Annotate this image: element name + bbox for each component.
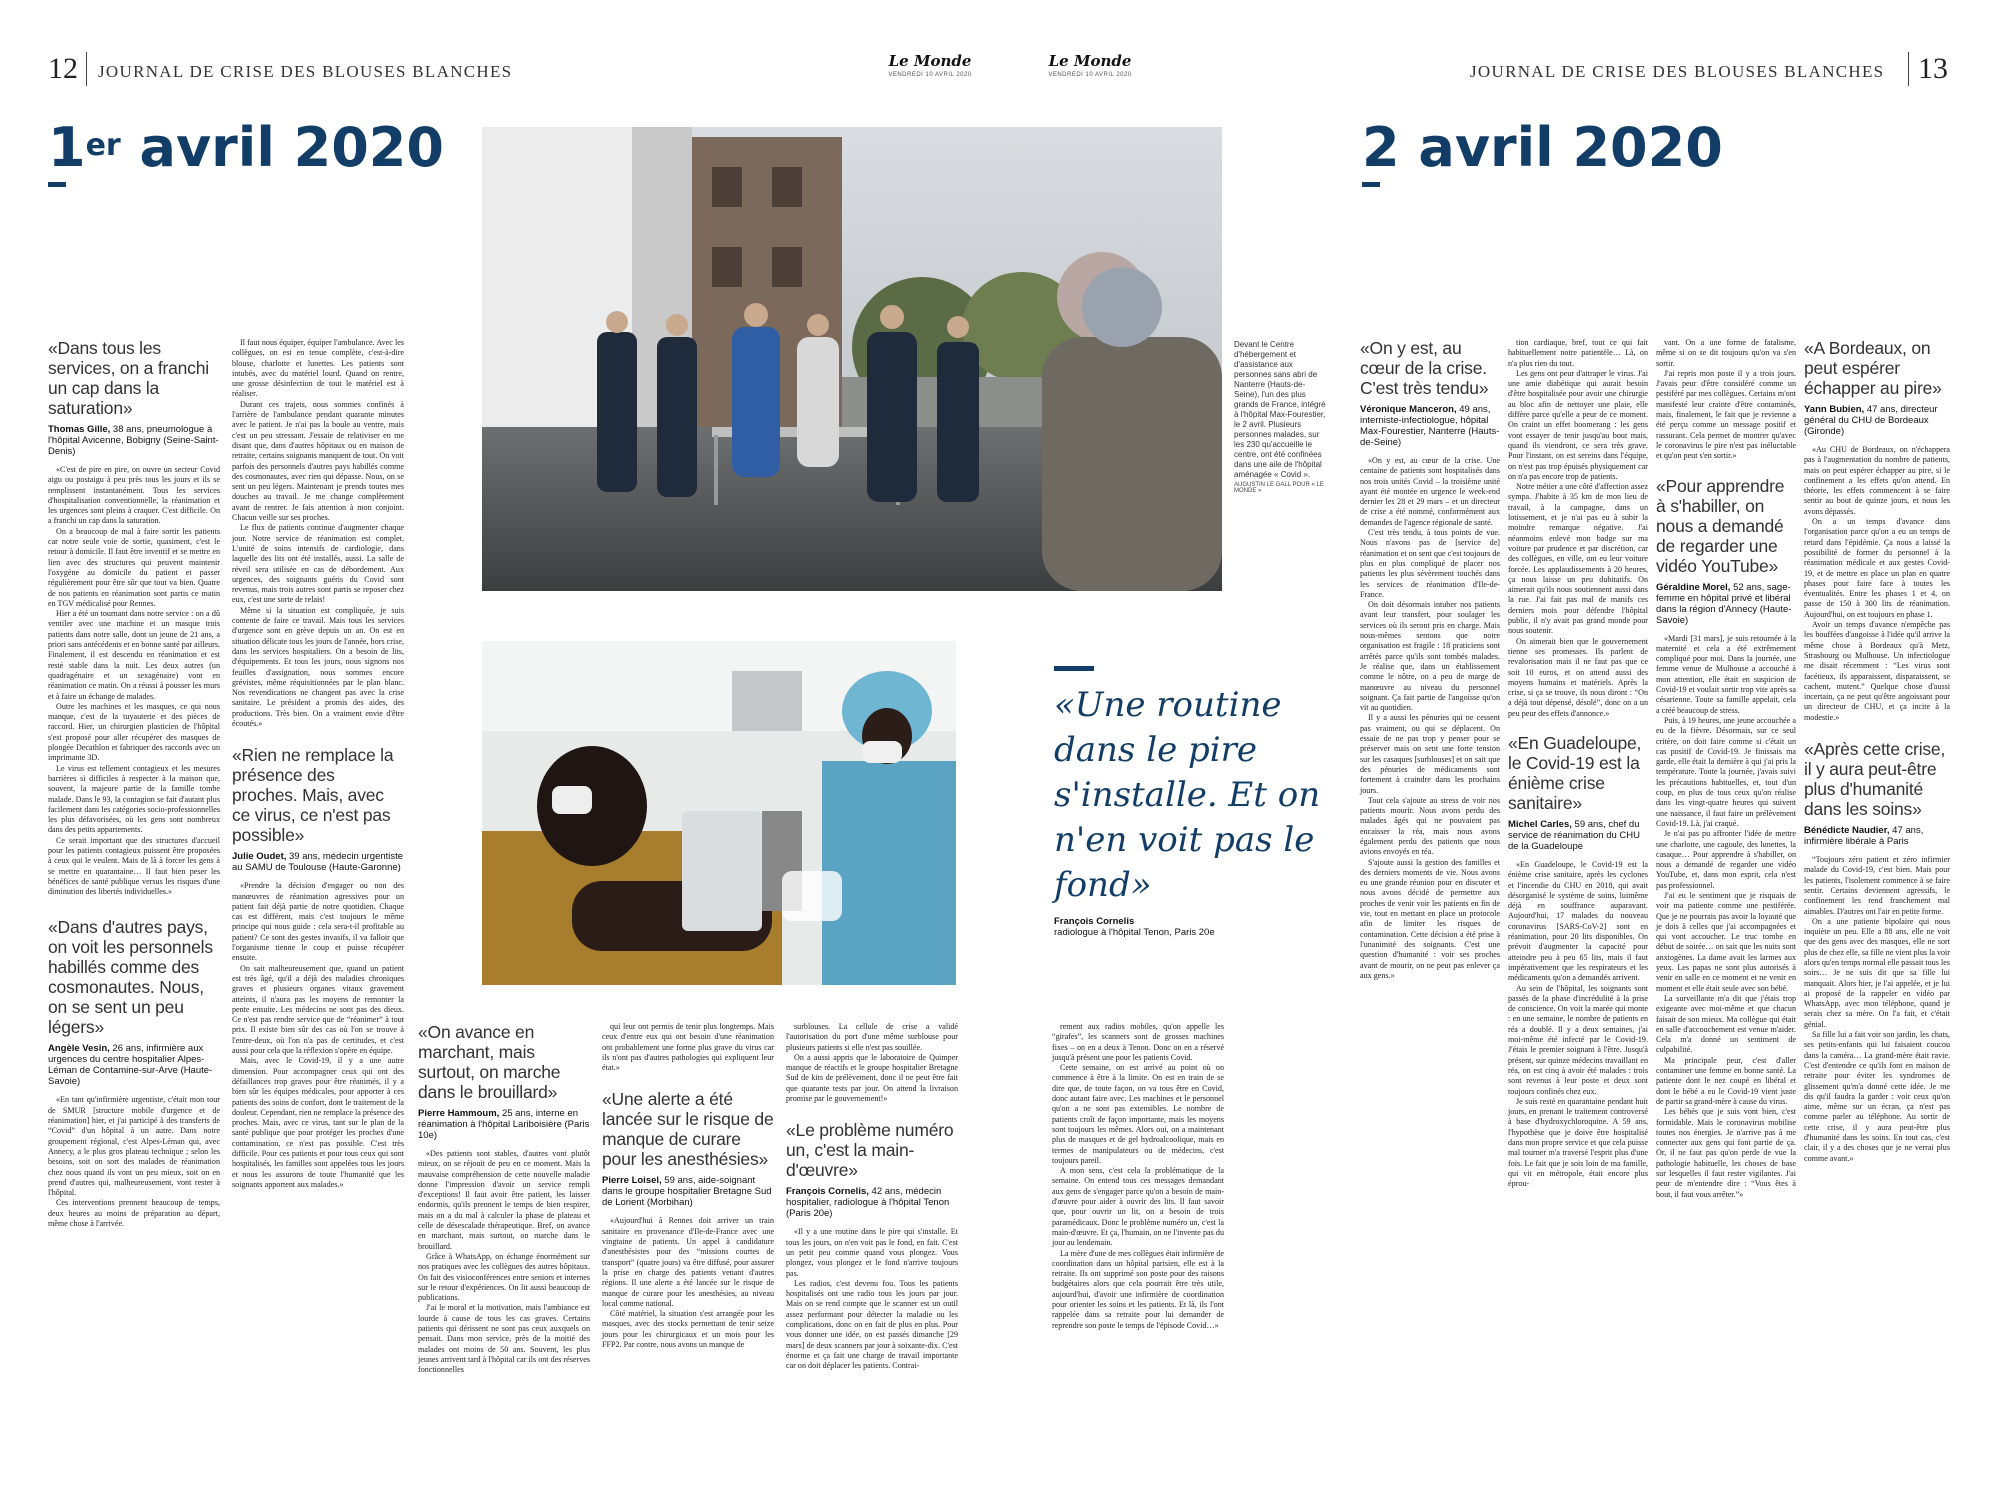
paragraph: On doit désormais intuber nos patients avant leur transfert, pour soulager les services où ils seront pris en charge. Mais nous-mêmes sentons que notre organisation est fragile : 18 praticiens sont arrêtés parce qu'ils sont tombés malades. Je réalise que, dans un établissement comme le nôtre, on a peu de marge de manœuvre au niveau du personnel soignant. Ça fait partie de l'angoisse qu'on vit au quotidien. <box>1360 600 1500 713</box>
paragraph: Les bébés que je suis vont bien, c'est formidable. Mais le coronavirus mobilise toutes nos énergies. Je n'arrive pas à me connecter aux gens qui font partie de ça. Or, il ne faut pas qu'on perde de vue la pathologie habituelle, les choses de base sur lesquelles il faut rester vigilantes. J'ai peur de m'entendre dire : “Vous êtes à bout, il faut vous arrêter.”» <box>1656 1107 1796 1199</box>
paragraph: tion cardiaque, bref, tout ce qui fait habituellement notre patientèle… Là, on n'a plus rien du tout. <box>1508 338 1648 368</box>
pull-quote-role: radiologue à l'hôpital Tenon, Paris 20e <box>1054 927 1215 938</box>
photo-caption: Devant le Centre d'hébergement et d'assistance aux personnes sans abri de Nanterre (Hauts-de-Seine), l'un des plus grands de France, intégré à l'hôpital Max-Fourestier, le 2 avril. Plusieurs personnes malades, sur les 230 qu'accueille le centre, ont été confinées dans une aile de l'hôpital aménagée « Covid ». <box>1234 340 1326 479</box>
photo-1-caption-block <box>1234 340 1326 494</box>
paragraph: rement aux radios mobiles, qu'on appelle les “girafes”, les scanners sont de grosses machines fixes – on en a deux à Tenon. Donc on en a réservé jusqu'à présent une pour les patients Covid. <box>1052 1022 1224 1062</box>
day-heading-april-1 <box>48 116 444 179</box>
paragraph: C'est très tendu, à tous points de vue. Nous n'avons pas de [service de] réanimation et on sent que c'est toujours de plus en plus compliqué de placer nos patients les plus sévèrement touchés dans les services de réanimation d'Ile-de-France. <box>1360 528 1500 599</box>
paragraph: Même si la situation est compliquée, je suis contente de faire ce travail. Mais tous les services d'urgence sont en grève depuis un an. On est en situation délicate tous les jours de l'année, hors crise, dans les services hospitaliers. On a besoin de lits, d'équipements. Et tous les jours, nous signons nos feuilles d'assignation, nous sommes encore grévistes, même réquisitionnées par le plan blanc. Nos revendications ne changent pas avec la crise sanitaire. Le président a promis des aides, des productions. Très bien. On a vraiment envie d'être écoutés.» <box>232 605 404 728</box>
paragraph: Avoir un temps d'avance n'empêche pas les bouffées d'angoisse à l'idée qu'il arrive la même chose à Bordeaux qu'à Metz, Strasbourg ou Mulhouse. Un infectiologue me disait récemment : “Les virus sont facétieux, ils apparaissent, disparaissent, se cachent, mutent.” Quelque chose d'aussi incertain, ça ne peut qu'être angoissant pour un directeur de CHU, et ça incite à la modestie.» <box>1804 620 1950 722</box>
quote-heading: «On avance en marchant, mais surtout, on marche dans le brouillard» <box>418 1022 561 1102</box>
paragraph: Ce serait important que des structures d'accueil pour les patients contagieux puissent être proposées à ceux qui le veulent. Mais de là à forcer les gens à se mettre en quarantaine… Il faut bien peser les bénéfices de santé publique versus les risques d'une diminution des libertés individuelles.» <box>48 835 220 897</box>
paragraph: On a aussi appris que le laboratoire de Quimper manque de réactifs et le groupe hospitalier Bretagne Sud de kits de prélèvement, donc il ne peut être fait que quarante tests par jour. On attend la livraison promise par le gouvernement!» <box>786 1052 958 1104</box>
paragraph: «Aujourd'hui à Rennes doit arriver un train sanitaire en provenance d'Ile-de-France avec une vingtaine de patients. Un appel à candidature d'anesthésistes pour des “missions courtes de transport” (quatre jours) va être diffusé, pour assurer la prise en charge des patients venant d'autres régions. Il une alerte a été lancée sur le risque de manque de curare pour les anesthésies, au niveau local comme national. <box>602 1216 774 1308</box>
paragraph: «En tant qu'infirmière urgentiste, c'était mon tour de SMUR [structure mobile d'urgence et de réanimation] hier, et j'ai participé à des transferts de “Covid” d'un hôpital à un autre. Dans notre groupement régional, c'est Alpes-Léman qui, avec Annecy, a le plus gros plateau technique ; selon les besoins, soit on sort des malades de réanimation chez nous quand ils vont un peu mieux, soit on en prend d'autres qui, malheureusement, vont rester à l'hôpital. <box>48 1095 220 1198</box>
author-line <box>48 1043 220 1087</box>
author-line <box>786 1186 958 1219</box>
paragraph: «Mardi [31 mars], je suis retournée à la maternité et cela a été extrêmement compliqué pour moi. Dans la journée, une femme venue de Mulhouse a accouché à mon attention, elle était en suspicion de Covid-19 et voulait sortir trop vite après sa césarienne. Toute sa famille appelait, cela a créé beaucoup de stress. <box>1656 633 1796 715</box>
page-number-left: 12 <box>48 52 78 85</box>
paragraph: Les gens ont peur d'attraper le virus. J'ai une amie diabétique qui aurait besoin d'être hospitalisée pour avoir une chirurgie au bloc afin de nettoyer une plaie, elle diffère parce qu'elle a peur de ce moment. On craint un effet boomerang : les gens vont essayer de tenir jusqu'au bout mais, quand ils viendront, ce sera très grave. Pour l'instant, on est sereins dans l'équipe, on n'est pas trop épuisés physiquement car on n'a pas encore trop de patients. <box>1508 368 1648 481</box>
author-name: Thomas Gille, <box>48 424 111 435</box>
photo-credit: AUGUSTIN LE GALL POUR « LE MONDE » <box>1234 482 1324 494</box>
author-name: Géraldine Morel, <box>1656 581 1731 593</box>
paragraph: Mais, avec le Covid-19, il y a une autre dimension. Pour accompagner ceux qui ont des défaillances trop graves pour être réanimés, il y a bien sûr les équipes médicales, pour apporter à ces patients des soins de confort, dont le traitement de la douleur. Cependant, rien ne remplace la présence des proches. Mais, avec ce virus, tant sur le plan de la santé publique que pour protéger les proches d'une contamination, ce n'est pas possible. C'est très difficile. Pour ces patients et pour tous ceux qui sont hospitalisés, les familles sont appelées tous les jours et nous les assurons de toute l'humanité que les soignants apportent aux malades.» <box>232 1056 404 1189</box>
paragraph: “Toujours zéro patient et zéro infirmier malade du Covid-19, c'est bien. Mais pour les patients, l'isolement commence à se faire sentir. Certains deviennent agressifs, le confinement les rend franchement mal aimables. D'autres ont l'air en petite forme. <box>1804 855 1950 916</box>
header-divider-right <box>1908 52 1909 86</box>
pull-quote-bar <box>1054 666 1094 671</box>
page-number-right: 13 <box>1918 52 1948 85</box>
quote-heading: «Le problème numéro un, c'est la main-d'œuvre» <box>786 1120 954 1181</box>
author-line <box>1360 404 1500 448</box>
article-body <box>786 1227 958 1371</box>
paragraph: Je n'ai pas pu affronter l'idée de mettre une charlotte, une cagoule, des lunettes, la casaque… Pour apprendre à s'habiller, on nous a demandé de regarder une vidéo YouTube, et, dans mon esprit, cela n'est pas professionnel. <box>1656 829 1796 890</box>
author-line <box>602 1175 774 1208</box>
paragraph: «Il y a une routine dans le pire qui s'installe. Et tous les jours, on n'en voit pas le fond, en fait. C'est un petit peu comme quand vous plongez. Vous plongez, vous plongez et le fond n'arrive toujours pas. <box>786 1227 958 1278</box>
paragraph: On a un temps d'avance dans l'organisation parce qu'on a eu un temps de retard dans l'épidémie. Ça nous a laissé la possibilité de former du personnel à la réanimation médicale et aux gestes Covid-19, et de mettre en place un plan en quatre phases pour faire face à toutes les éventualités. Entre les phases 1 et 4, on passe de 150 à 300 lits de réanimation. Aujourd'hui, on est toujours en phase 1. <box>1804 517 1950 619</box>
column-2 <box>232 338 404 1190</box>
day-heading-underline <box>1362 182 1380 187</box>
paragraph: Je suis resté en quarantaine pendant huit jours, en prenant le traitement controversé à base d'hydroxychloroquine. A 59 ans, l'hypothèse que je doive être hospitalisé dans mon propre service et que cela puisse mal tourner m'a traversé l'esprit plus d'une fois. Le fait que je sois loin de ma famille, qui vit en métropole, était encore plus éprou- <box>1508 1096 1648 1189</box>
author-name: Angèle Vesin, <box>48 1043 110 1055</box>
paragraph: Outre les machines et les masques, ce qui nous manque, c'est de la tuyauterie et des pièces de raccord. Hier, un chirurgien plasticien de l'hôpital s'est proposé pour aller récupérer des masques de plongée Decathlon et fabriquer des raccords avec un imprimante 3D. <box>48 701 220 763</box>
author-name: François Cornelis, <box>786 1186 869 1198</box>
paragraph: On sait malheureusement que, quand un patient est très âgé, qu'il a déjà des maladies chroniques graves et plusieurs organes vitaux gravement atteints, il n'aura pas les moyens de remonter la pente ensuite. Les médecins ne sont pas des dieux. Ce n'est pas rendre service que de “réanimer” à tout prix. Il existe bien sûr des cas où l'on se trouve à l'entre-deux, où l'on n'a pas de certitudes, et c'est aussi pour cela que la réflexion s'opère en équipe. <box>232 963 404 1056</box>
day-heading-sup: er <box>85 128 121 163</box>
author-role: 49 ans, interniste-infectiologue, hôpital Max-Fourestier, Nanterre (Hauts-de-Seine) <box>1360 404 1500 448</box>
column-5 <box>786 1022 958 1372</box>
author-line <box>1656 582 1796 626</box>
author-role: 47 ans, directeur général du CHU de Bordeaux (Gironde) <box>1804 404 1938 437</box>
article-body <box>1508 338 1648 719</box>
author-role: 25 ans, interne en réanimation à l'hôpital Lariboisière (Paris 10e) <box>418 1108 590 1141</box>
paragraph: Ces interventions prennent beaucoup de temps, deux heures au moins de préparation au départ, même chose à l'arrivée. <box>48 1198 220 1229</box>
paragraph: On aimerait bien que le gouvernement tienne ses promesses. Ils parlent de revalorisation mais il ne faut pas que ce soit 10 euros, et on attend aussi des moyens humains et matériels. Après la crise, si ça se trouve, ils nous diront : “On a déjà tout dépensé, désolé”, donc on a un peu peur des effets d'annonce.» <box>1508 636 1648 718</box>
quote-heading: «Rien ne remplace la présence des proches. Mais, avec ce virus, ce n'est pas possible» <box>232 745 394 846</box>
paragraph: Durant ces trajets, nous sommes confinés à l'arrière de l'ambulance pendant quarante minutes avec le patient. Je n'ai pas la boule au ventre, mais c'est un peu stressant. J'essaie de relativiser en me disant que, dans d'autres hôpitaux ou en maison de retraite, certains soignants manquent de tout. On voit parfois des personnels d'autres pays habillés comme des cosmonautes, avec rien qui dépasse. Nous, on se sent un peu légers. Maintenant je prends toutes mes douches au travail. Je me change complètement avant de rentrer. Je fais attention à mon conjoint. Chacun veille sur ses proches. <box>232 399 404 523</box>
paragraph: «En Guadeloupe, le Covid-19 est la énième crise sanitaire, après les cyclones et l'incendie du CHU en 2018, qui avait désorganisé le système de soins, luimême déjà en souffrance auparavant. Aujourd'hui, 17 malades du nouveau coronavirus [SARS-CoV-2] sont en réanimation, pour 20 lits disponibles. On prévoit d'augmenter la capacité pour atteindre peu à peu 65 lits, mais il faut impérativement que les respirateurs et les médicaments qu'on a demandés arrivent. <box>1508 859 1648 983</box>
day-heading-underline <box>48 182 66 187</box>
pull-quote-text: «Une routine dans le pire s'installe. Et on n'en voit pas le fond» <box>1054 685 1321 905</box>
column-1 <box>48 338 220 1229</box>
paragraph: J'ai le moral et la motivation, mais l'ambiance est lourde à cause de tous les cas graves. Certains patients qui dérissent ne sont pas ceux auxquels on pensait. Dans mon service, près de la moitié des malades ont moins de 50 ans. Souvent, les plus jeunes arrivent tard à l'hôpital car ils ont des réserves fonctionnelles <box>418 1303 590 1375</box>
paragraph: Ma principale peur, c'est d'aller contaminer une femme en bonne santé. La patiente dont le nez coupé en libéral et dont le bébé a eu le Covid-19 vient juste de partir sa grand-mère à cause du virus. <box>1656 1055 1796 1106</box>
paragraph: Le flux de patients continue d'augmenter chaque jour. Notre service de réanimation est complet. L'unité de soins intensifs de cardiologie, dans laquelle des lits ont été installés, aussi. La salle de réveil sera utilisée en cas de débordement. Aux urgences, des soignants guéris du Covid sont revenus, mais trois autres sont partis se reposer chez eux, c'est une sorte de relais! <box>232 523 404 605</box>
author-name: Pierre Hammoum, <box>418 1108 500 1119</box>
masthead-left <box>880 52 980 78</box>
paragraph: Notre métier a une côté d'affection assez sympa. J'habite à 35 km de mon lieu de travail, à la campagne, dans un lotissement, et je n'ai pas eu à subir la moindre remarque négative. J'ai néanmoins enlevé mon badge sur ma voiture par prudence et par discrétion, car des collègues, en ville, ont eu leur voiture forcée. Les applaudissements à 20 heures, ça nous laisse un peu dubitatifs. On aimerait qu'ils nous soutiennent aussi dans la rue. J'ai fait pas mal de manifs ces derniers mois pour défendre l'hôpital public, il n'y avait pas grand monde pour nous soutenir. <box>1508 482 1648 636</box>
masthead-right <box>1040 52 1140 78</box>
author-role: 26 ans, infirmière aux urgences du centre hospitalier Alpes-Léman de Contamine-sur-Arve (Haute-Savoie) <box>48 1043 213 1088</box>
author-role: 52 ans, sage-femme en hôpital privé et libéral dans la région d'Annecy (Haute-Savoie) <box>1656 581 1792 626</box>
article-body <box>1804 855 1950 1164</box>
paragraph: J'ai repris mon poste il y a trois jours. J'avais peur d'être considéré comme un pestiféré par mes collègues. Certains m'ont manifesté leur crainte d'être contaminés, mais, finalement, le fait que je revienne a été perçu comme un message positif et rassurant. Cela permet de montrer qu'avec le coronavirus le pire n'est pas inéluctable et qu'on peut s'en sortir.» <box>1656 368 1796 461</box>
quote-heading: «Une alerte a été lancée sur le risque de manque de curare pour les anesthésies» <box>602 1089 774 1170</box>
author-role: 59 ans, chef du service de réanimation du CHU de la Guadeloupe <box>1508 818 1641 852</box>
article-body <box>1508 860 1648 1190</box>
column-4 <box>602 1022 774 1350</box>
article-body <box>1804 445 1950 723</box>
day-heading-text: avril 2020 <box>1399 116 1723 179</box>
paragraph: Tout cela s'ajoute au stress de voir nos patients mourir. Nous avons perdu des malades âgés qui ne pouvaient pas encaisser la réa, mais nous avons également perdu des patients que nous avions envoyés en réa. <box>1360 795 1500 857</box>
quote-heading: «Dans tous les services, on a franchi un cap dans la saturation» <box>48 338 209 418</box>
journal-title-left: JOURNAL DE CRISE DES BLOUSES BLANCHES <box>98 62 513 81</box>
article-body <box>232 881 404 1190</box>
paragraph: Hier a été un tournant dans notre service : on a dû ventiler avec une machine et un masque trois patients dans notre salle, dont un jeune de 21 ans, a priori sans antécédents et en bonne santé par ailleurs. Finalement, il est descendu en réanimation et est resté stable dans la nuit. Les deux autres (un quadragénaire et un sexagénaire) vont en réanimation ce matin. On a réussi à pousser les murs et à faire un échange de malades. <box>48 609 220 701</box>
article-body <box>48 465 220 897</box>
author-name: Yann Bubien, <box>1804 404 1865 415</box>
day-heading-num: 2 <box>1362 116 1400 179</box>
column-10 <box>1804 338 1950 1164</box>
column-6 <box>1052 1022 1224 1331</box>
pull-quote-name: François Cornelis <box>1054 916 1135 927</box>
day-heading-text: avril 2020 <box>120 116 444 179</box>
paragraph: Côté matériel, la situation s'est arrangée pour les masques, avec des stocks permettant de tenir seize jours pour les chirurgicaux et un mois pour les FFP2. Par contre, nous avons un manque de <box>602 1309 774 1350</box>
paragraph: «Des patients sont stables, d'autres vont plutôt mieux, on se réjouit de peu en ce moment. Mais la mauvaise compréhension de cette nouvelle maladie donne l'impression d'avoir un service rempli d'exceptions! Il faut avoir être patient, les laisser endormis, qu'ils prennent le temps de bien respirer, mais on a du mal à calculer la phase de plateau et celle de désescalade thérapeutique. Bref, on avance en marchant, mais surtout, on marche dans le brouillard. <box>418 1149 590 1251</box>
author-name: Pierre Loisel, <box>602 1175 662 1187</box>
author-role: 59 ans, aide-soignant dans le groupe hospitalier Bretagne Sud de Lorient (Morbihan) <box>602 1175 772 1209</box>
issue-date-left: VENDREDI 10 AVRIL 2020 <box>888 72 972 78</box>
author-line <box>1508 819 1648 852</box>
author-name: Véronique Manceron, <box>1360 404 1457 415</box>
photo-nanterre-image <box>482 127 1222 591</box>
paragraph: Sa fille lui a fait voir son jardin, les chats, ses petits-enfants qui lui faisaient coucou dans la caméra… La grand-mère était ravie. C'est d'entendre ce qu'ils font en maison de retraite pour éviter les syndromes de glissement qu'm'a donné cette idée. Je me dis qu'il faudra la garder : voir ceux qu'on aime, même sur un écran, ça n'est pas comme parler au téléphone. Au sortir de cette crise, il y aura peut-être plus d'humanité dans les soins. En tout cas, c'est clair, il y a des choses que je ne verrai plus comme avant.» <box>1804 1030 1950 1163</box>
le-monde-logo-left: Le Monde <box>888 52 972 70</box>
paragraph: J'ai eu le sentiment que je risquais de voir ma patiente comme une pestiférée. Que je ne pourrais pas avoir la loyauté que je dois à celles que j'ai accompagnées et qui vont accoucher. Le truc tombe en début de soirée… on sait que les nuits sont anxiogènes. La dame avait les larmes aux yeux. Les papas ne sont plus autorisés à venir en salle en ce moment et ne venir en moment et elle était seule avec son bébé. <box>1656 890 1796 993</box>
quote-heading: «Après cette crise, il y aura peut-être plus d'humanité dans les soins» <box>1804 739 1946 820</box>
column-9 <box>1656 338 1796 1200</box>
paragraph: La mère d'une de mes collègues était infirmière de coordination dans un hôpital parisien, elle est à la retraite. Ils ont supprimé son poste pour des raisons budgétaires alors que cela pourrait être très utile, aujourd'hui, d'avoir une infirmière de coordination pour orienter les soins et les patients. Et là, ils l'ont rappelée dans sa retraite pour lui demander de reprendre son poste le temps de l'épisode Covid…» <box>1052 1248 1224 1330</box>
header-divider-left <box>86 52 87 86</box>
quote-heading: «En Guadeloupe, le Covid-19 est la énième crise sanitaire» <box>1508 732 1642 813</box>
paragraph: Il faut nous équiper, équiper l'ambulance. Avec les collègues, on est en tenue complète, c'est-à-dire blouse, charlotte et lunettes. Les patients sont intubés, avec du matériel lourd. Quand on rentre, une grosse désinfection de tout le matériel est à réaliser. <box>232 338 404 399</box>
paragraph: La surveillante m'a dit que j'étais trop exigeante avec moi-même et que chacun faisait de son mieux. Ma collègue qui était en salle d'accouchement est venue m'aider. Cela m'a donné un sentiment de culpabilité. <box>1656 993 1796 1055</box>
day-heading-num: 1 <box>48 116 86 179</box>
article-body <box>786 1022 958 1104</box>
author-line <box>1804 825 1950 847</box>
paragraph: A mon sens, c'est cela la problématique de la semaine. On entend tous ces messages demandant aux gens de s'engager parce qu'on a besoin de main-d'œuvre pour aider à ouvrir des lits. Il faut savoir que, pour ouvrir un lit, on a besoin de trois paramédicaux. Donc le problème numéro un, c'est la main-d'œuvre. Et ça, l'humain, on ne l'invente pas du jour au lendemain. <box>1052 1166 1224 1248</box>
paragraph: qui leur ont permis de tenir plus longtemps. Mais ceux d'entre eux qui ont besoin d'une réanimation ont probablement une forme plus grave du virus car ils n'ont pas d'autres pathologies qui expliquent leur état.» <box>602 1022 774 1073</box>
paragraph: On a beaucoup de mal à faire sortir les patients car notre seule voie de sortie, quasiment, c'est le retour à domicile. Il faut être inventif et se mettre en lien avec des structures qui peuvent maintenir l'oxygène au domicile du patient et passer régulièrement pour être sûr que tout va bien. Quatre de nos patients en réanimation sont partis ce matin en TGV médicalisé pour Rennes. <box>48 526 220 608</box>
author-role: 38 ans, pneumologue à l'hôpital Avicenne, Bobigny (Seine-Saint-Denis) <box>48 424 219 457</box>
paragraph: Il y a aussi les pénuries qui ne cessent pas vraiment, ou qui se déplacent. On essaie de ne pas trop y penser pour se préserver mais on sent une forte tension sur les casaques [surblouses] et on sait que des pénuries de médicaments sont fortement à craindre dans les prochains jours. <box>1360 713 1500 795</box>
column-3 <box>418 1022 590 1376</box>
photo-tenon-image <box>482 641 956 985</box>
author-line <box>1804 404 1950 437</box>
author-line <box>48 424 220 457</box>
paragraph: «C'est de pire en pire, on ouvre un secteur Covid aigu ou postaigu à peu près tous les jours et ils se remplissent instantanément. Tous les services d'hospitalisation conventionnelle, la réanimation et les urgences sont pleins à craquer. C'est difficile. On a franchi un cap dans la saturation. <box>48 465 220 526</box>
article-body <box>1360 456 1500 981</box>
paragraph: Le virus est tellement contagieux et les mesures barrières si difficiles à respecter à la maison que, souvent, la majeure partie de la famille tombe malade. Dans le 93, la contagion se fait d'autant plus facilement dans les catégories socio-professionnelles les plus défavorisées, où les gens sont nombreux dans des petits appartements. <box>48 763 220 835</box>
author-name: Bénédicte Naudier, <box>1804 825 1890 837</box>
paragraph: «Prendre la décision d'engager ou non des manœuvres de réanimation agressives pour un patient fait déjà partie de notre quotidien. Chaque cas est différent, mais c'est toujours le même principe qui nous guide : cela sera-t-il profitable au patient? Ce sont des gestes invasifs, il va falloir que l'organisme tienne le coup et puisse récupérer ensuite. <box>232 881 404 963</box>
article-body <box>1052 1022 1224 1331</box>
article-body <box>48 1095 220 1229</box>
paragraph: Puis, à 19 heures, une jeune accouchée a eu de la fièvre. Désormais, sur ce seul critère, on doit faire comme si c'était un cas positif de Covid-19. Je finissais ma garde, elle était la dernière à qui j'ai pris la température. Toute la journée, j'avais suivi les précautions habituelles, et, tout d'un coup, en plus de tous ceux qu'on réalise dans les vingt-quatre heures qui suivent une naissance, il faut faire un prélèvement Covid-19. Là, j'ai craqué. <box>1656 715 1796 828</box>
article-body <box>602 1216 774 1350</box>
paragraph: Grâce à WhatsApp, on échange énormément sur nos pratiques avec les collègues des autres hôpitaux. On fait des visioconférences entre seniors et internes sur le retour d'expériences. On lit aussi beaucoup de publications. <box>418 1251 590 1303</box>
pull-quote <box>1054 666 1344 938</box>
column-7 <box>1360 338 1500 981</box>
quote-heading: «Dans d'autres pays, on voit les personnels habillés comme des cosmonautes. Nous, on se sent un peu légers» <box>48 917 213 1038</box>
paragraph: Au sein de l'hôpital, les soignants sont passés de la phase d'incrédulité à la prise de conscience. On voit la marée qui monte : en une semaine, le nombre de patients en réa a doublé. Il y a deux semaines, j'ai moi-même été infecté par le Covid-19. J'étais le premier soignant à l'être. Jusqu'à présent, sur quinze médecins travaillant en réa, on est cinq à avoir été malades : trois sont revenus à leur poste et deux sont toujours confinés chez eux. <box>1508 983 1648 1096</box>
article-body <box>418 1149 590 1376</box>
author-role: 42 ans, médecin hospitalier, radiologue à l'hôpital Tenon (Paris 20e) <box>786 1186 950 1220</box>
photo-tenon-care <box>482 641 956 985</box>
article-body <box>602 1022 774 1073</box>
author-name: Julie Oudet, <box>232 851 287 863</box>
paragraph: Les radios, c'est devenu fou. Tous les patients hospitalisés ont une radio tous les jours par jour. Mais on se rend compte que le scanner est un outil assez performant pour détecter la maladie ou les complications, donc on en fait de plus en plus. Pour vous donner une idée, on est passés dimanche [29 mars] de deux scanners par jour à soixante-dix. C'est énorme et ça fait une charge de travail importante car on doit déplacer les patients. Contrai- <box>786 1278 958 1371</box>
paragraph: S'ajoute aussi la gestion des familles et des derniers moments de vie. Nous avons eu une grande réunion pour en discuter et nous avons décidé de permettre aux proches de venir voir les patients en fin de vie, tout en mettant en place un protocole afin de limiter les risques de contamination. Cette décision a été prise à l'unanimité des soignants. C'est une question d'humanité : voir ses proches avant de mourir, on ne peut pas enlever ça aux gens.» <box>1360 857 1500 980</box>
paragraph: «Au CHU de Bordeaux, on n'échappera pas à l'augmentation du nombre de patients, mais on peut espérer échapper au pire, si le confinement a les effets qu'on attend. En théorie, les effets commencent à se faire sentir au bout de quinze jours, et nous les avons dépassés. <box>1804 445 1950 516</box>
paragraph: «On y est, au cœur de la crise. Une centaine de patients sont hospitalisés dans nos trois unités Covid – la troisième unité ayant été montée en urgence le week-end dernier les 28 et 29 mars – et un directeur de crise a été nommé, conformément aux demandes de l'agence régionale de santé. <box>1360 456 1500 527</box>
issue-date-right: VENDREDI 10 AVRIL 2020 <box>1048 72 1132 78</box>
paragraph: On a une patiente bipolaire qui nous inquiète un peu. Elle a 88 ans, elle ne voit que des gens avec des masques, elle ne sort plus de chez elle, sa fille ne vient plus la voir alors qu'en temps normal elle passait tous les soirs… Je ne suis dit que sa fille lui manquait. Alors hier, je l'ai appelée, et je lui ai proposé de la rappeler en vidéo par WhatsApp, avec mon téléphone, quand je serais chez sa mère. On l'a fait, et c'était génial. <box>1804 916 1950 1029</box>
author-name: Michel Carles, <box>1508 818 1572 830</box>
le-monde-logo-right: Le Monde <box>1048 52 1132 70</box>
quote-heading: «On y est, au cœur de la crise. C'est très tendu» <box>1360 338 1489 398</box>
day-heading-april-2 <box>1362 116 1723 179</box>
column-8 <box>1508 338 1648 1189</box>
author-line <box>418 1108 590 1141</box>
journal-title-right: JOURNAL DE CRISE DES BLOUSES BLANCHES <box>1470 62 1885 81</box>
author-line <box>232 851 404 873</box>
paragraph: Cette semaine, on est arrivé au point où on commence à être à la limite. On est en train de se dire que, de toute façon, on va tous être en Covid, donc autant faire avec. Les machines et le personnel qu'on a ne sont pas extensibles. Le nombre de patients croît de façon importante, mais les moyens sont toujours les mêmes. Alors oui, on a maintenant plus de masques et de gel hydroalcoolique, mais en termes de manipulateurs ou de médecins, c'est toujours pareil. <box>1052 1063 1224 1165</box>
quote-heading: «Pour apprendre à s'habiller, on nous a demandé de regarder une vidéo YouTube» <box>1656 475 1785 576</box>
pull-quote-author <box>1054 916 1344 938</box>
article-body <box>1656 338 1796 462</box>
paragraph: vant. On a une forme de fatalisme, même si on se dit toujours qu'on va s'en sortir. <box>1656 338 1796 368</box>
article-body <box>232 338 404 729</box>
quote-heading: «A Bordeaux, on peut espérer échapper au pire» <box>1804 338 1942 398</box>
article-body <box>1656 634 1796 1200</box>
author-role: 47 ans, infirmière libérale à Paris <box>1804 825 1924 848</box>
author-role: 39 ans, médecin urgentiste au SAMU de Toulouse (Haute-Garonne) <box>232 851 404 874</box>
paragraph: surblouses. La cellule de crise a validé l'autorisation du port d'une même surblouse pour plusieurs patients si elle n'est pas souillée. <box>786 1022 958 1052</box>
photo-nanterre-center <box>482 127 1222 591</box>
